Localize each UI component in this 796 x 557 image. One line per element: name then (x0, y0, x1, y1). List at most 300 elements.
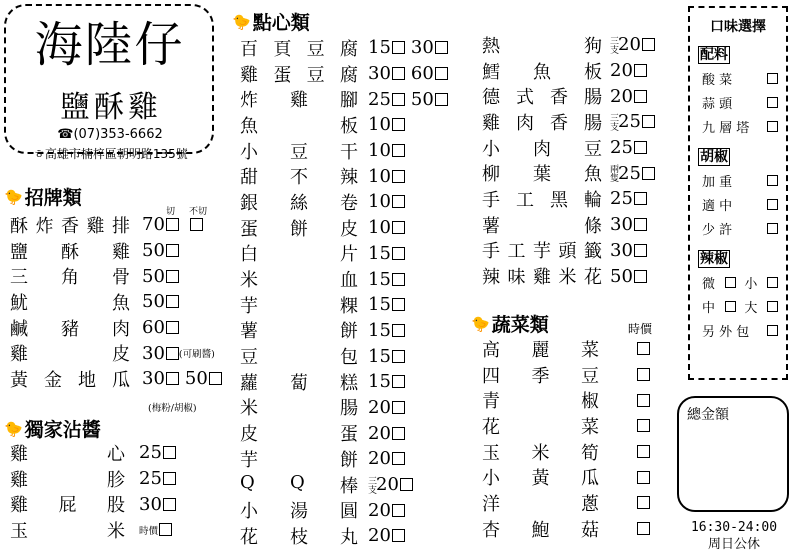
name-char: 炸 (240, 90, 258, 112)
menu-item (10, 238, 222, 264)
item-name (240, 61, 358, 87)
name-char: 心 (107, 443, 125, 465)
order-checkbox[interactable] (725, 301, 736, 312)
sauce-header (4, 415, 101, 442)
name-char: 黃 (531, 468, 550, 490)
item-price: 60 (142, 317, 165, 339)
order-checkbox[interactable] (634, 141, 647, 154)
item-price: 15 (368, 268, 391, 290)
snacks-list (240, 35, 448, 549)
name-char: 米 (107, 520, 125, 542)
flavor-title: 口味選擇 (710, 19, 766, 35)
shop-subtitle: 鹽酥雞 (60, 90, 162, 125)
name-char: 酥 (61, 241, 79, 263)
name-char: 板 (584, 61, 602, 83)
name-char: 米 (240, 270, 258, 292)
veg-item (482, 439, 650, 465)
flavor-option[interactable] (690, 294, 786, 318)
order-checkbox[interactable] (767, 223, 778, 234)
name-char: 雞 (10, 495, 28, 517)
item-name (240, 420, 358, 446)
name-char: 香 (550, 112, 568, 134)
item-name (482, 516, 599, 542)
name-char: 魚 (240, 115, 258, 137)
name-char: 餅 (340, 449, 358, 471)
flavor-option-label: 加 重 (702, 174, 733, 190)
name-char: 肉 (533, 138, 551, 160)
order-checkbox[interactable] (392, 195, 405, 208)
veg-item (482, 490, 650, 516)
name-char: 籤 (584, 241, 602, 263)
item-note: 時價 (139, 525, 159, 537)
item-name (482, 336, 599, 362)
veg-item (482, 362, 650, 388)
menu-item (482, 160, 655, 186)
flavor-option[interactable] (690, 90, 786, 114)
menu-item (482, 109, 655, 135)
signature-title: 招牌類 (24, 187, 82, 209)
order-checkbox[interactable] (642, 115, 655, 128)
name-char: 菜 (581, 416, 599, 438)
name-char: 菜 (581, 339, 599, 361)
veg-header (471, 310, 549, 337)
item-price: 25 (368, 88, 391, 110)
order-checkbox[interactable] (166, 244, 179, 257)
item-name (240, 472, 358, 498)
item-name (240, 343, 358, 369)
name-char: 玉 (10, 520, 28, 542)
chick-icon: 🐤 (4, 187, 23, 206)
flavor-option-label: 中 (702, 300, 716, 316)
order-checkbox[interactable] (166, 321, 179, 334)
order-checkbox[interactable] (209, 372, 222, 385)
order-checkbox[interactable] (392, 427, 405, 440)
name-char: 麗 (531, 339, 550, 361)
order-checkbox[interactable] (634, 64, 647, 77)
menu-item (240, 189, 448, 215)
menu-item (240, 292, 448, 318)
flavor-option-label: 大 (744, 300, 758, 316)
flavor-option[interactable] (690, 270, 786, 294)
item-note: (可刷醬) (178, 349, 215, 361)
flavor-option-label: 適 中 (702, 198, 733, 214)
item-price: 50 (410, 88, 434, 110)
name-char: 高 (482, 339, 500, 361)
flavor-group-title (698, 248, 786, 268)
order-checkbox[interactable] (159, 523, 172, 536)
order-checkbox[interactable] (767, 175, 778, 186)
item-name (10, 517, 125, 543)
item-name (10, 340, 130, 366)
opening-hours: 16:30-24:00 (690, 520, 778, 535)
order-checkbox[interactable] (637, 342, 650, 355)
item-note: 三支 (366, 475, 376, 494)
name-char: 瓜 (112, 369, 130, 391)
item-name (482, 387, 599, 413)
order-checkbox[interactable] (634, 218, 647, 231)
order-checkbox[interactable] (392, 350, 405, 363)
order-checkbox[interactable] (400, 478, 413, 491)
order-checkbox[interactable] (637, 394, 650, 407)
item-price: 15 (368, 37, 391, 59)
item-price: 15 (368, 242, 391, 264)
order-checkbox[interactable] (392, 529, 405, 542)
item-price: 20 (368, 499, 391, 521)
order-checkbox[interactable] (767, 121, 778, 132)
chick-icon: 🐤 (232, 12, 251, 31)
flavor-panel (688, 6, 788, 380)
item-name (482, 263, 602, 289)
name-char: 鱈 (482, 61, 500, 83)
order-checkbox[interactable] (392, 41, 405, 54)
order-checkbox[interactable] (392, 67, 405, 80)
flavor-option-label: 九 層 塔 (702, 120, 750, 136)
name-char: 腐 (339, 38, 358, 60)
name-char: 皮 (340, 218, 358, 240)
order-checkbox[interactable] (392, 144, 405, 157)
name-char: 雞 (533, 267, 551, 289)
item-name (240, 446, 358, 472)
item-name (482, 464, 599, 490)
order-checkbox[interactable] (637, 419, 650, 432)
menu-item (482, 32, 655, 58)
name-char: 肉 (112, 318, 130, 340)
name-char: 雞 (240, 64, 258, 86)
order-checkbox[interactable] (767, 199, 778, 210)
name-char: 鹹 (10, 318, 28, 340)
name-char: 頭 (558, 241, 577, 263)
menu-item (482, 58, 655, 84)
flavor-option[interactable] (690, 216, 786, 240)
name-char: 香 (550, 87, 568, 109)
name-char: 片 (340, 244, 358, 266)
menu-item (10, 366, 222, 392)
name-char: 雞 (10, 443, 28, 465)
name-char: 雞 (112, 241, 130, 263)
menu-item (240, 497, 448, 523)
menu-item (240, 266, 448, 292)
order-checkbox[interactable] (637, 445, 650, 458)
name-char: 黃 (10, 369, 28, 391)
name-char: 米 (558, 267, 577, 289)
order-checkbox[interactable] (392, 118, 405, 131)
order-checkbox[interactable] (392, 170, 405, 183)
name-char: 角 (61, 267, 79, 289)
name-char: 圓 (340, 501, 358, 523)
menu-item (10, 289, 222, 315)
name-char: 糕 (340, 372, 358, 394)
name-char: 菇 (581, 519, 599, 541)
order-checkbox[interactable] (767, 73, 778, 84)
signature-list (10, 212, 222, 392)
name-char: 式 (516, 87, 534, 109)
name-char: 工 (507, 241, 526, 263)
name-char: 薯 (482, 215, 500, 237)
name-char: 地 (78, 369, 96, 391)
item-price: 30 (410, 37, 434, 59)
order-checkbox[interactable] (642, 167, 655, 180)
item-note: 兩隻 (608, 164, 618, 183)
flavor-option-label: 小 (744, 276, 758, 292)
name-char: 蛋 (273, 64, 292, 86)
flavor-option-label: 蒜 頭 (702, 96, 733, 112)
name-char: 皮 (112, 344, 130, 366)
name-char: 青 (482, 391, 500, 413)
name-char: 葉 (533, 164, 551, 186)
name-char: 干 (340, 141, 358, 163)
name-char: 肉 (516, 112, 534, 134)
menu-item (10, 315, 222, 341)
item-name (240, 138, 358, 164)
name-char: 熱 (482, 35, 500, 57)
order-checkbox[interactable] (637, 368, 650, 381)
item-price: 20 (368, 448, 391, 470)
menu-item (240, 61, 448, 87)
name-char: 黑 (550, 189, 568, 211)
order-checkbox[interactable] (392, 93, 405, 106)
name-char: 豆 (581, 365, 599, 387)
item-name (240, 292, 358, 318)
order-checkbox[interactable] (392, 273, 405, 286)
order-checkbox[interactable] (634, 244, 647, 257)
name-char: 卷 (340, 192, 358, 214)
snacks-title: 點心類 (252, 12, 310, 34)
name-char: Q (240, 471, 255, 493)
menu-item (10, 440, 176, 466)
name-char: 四 (482, 365, 500, 387)
name-char: 雞 (10, 469, 28, 491)
name-char: 腳 (340, 90, 358, 112)
order-checkbox[interactable] (435, 67, 448, 80)
menu-item (240, 420, 448, 446)
order-checkbox[interactable] (163, 446, 176, 459)
veg-item (482, 464, 650, 490)
order-checkbox[interactable] (637, 471, 650, 484)
name-char: 三 (10, 267, 28, 289)
order-checkbox[interactable] (392, 221, 405, 234)
item-price: 10 (368, 114, 391, 136)
name-char: 魚 (584, 164, 602, 186)
name-char: 骨 (112, 267, 130, 289)
item-name (240, 86, 358, 112)
order-checkbox[interactable] (637, 496, 650, 509)
name-char: 蘿 (240, 372, 258, 394)
flavor-option-label: 少 許 (702, 222, 733, 238)
item-note: 三支 (608, 112, 618, 131)
order-checkbox[interactable] (634, 270, 647, 283)
name-char: 酥 (10, 215, 28, 237)
item-price: 20 (610, 60, 633, 82)
item-price: 20 (368, 422, 391, 444)
item-price: 30 (139, 493, 162, 515)
name-char: 魷 (10, 292, 28, 314)
signature-header (4, 183, 82, 210)
menu-item (240, 138, 448, 164)
menu-item (240, 241, 448, 267)
order-checkbox[interactable] (725, 277, 736, 288)
name-char: 餅 (340, 321, 358, 343)
item-price: 20 (368, 396, 391, 418)
order-checkbox[interactable] (435, 93, 448, 106)
name-char: 豆 (290, 141, 308, 163)
item-price: 25 (610, 137, 633, 159)
name-char: 豆 (240, 347, 258, 369)
name-char: 芋 (240, 295, 258, 317)
item-price: 20 (618, 34, 641, 56)
name-char: 香 (61, 215, 79, 237)
order-checkbox[interactable] (166, 372, 179, 385)
item-name (10, 263, 130, 289)
item-name (482, 439, 599, 465)
name-char: 皮 (240, 424, 258, 446)
order-checkbox[interactable] (637, 522, 650, 535)
name-char: 蛋 (340, 424, 358, 446)
name-char: 屁 (58, 495, 77, 517)
flavor-option[interactable] (690, 192, 786, 216)
name-char: 鹽 (10, 241, 28, 263)
name-char: 枝 (290, 526, 308, 548)
item-name (482, 32, 602, 58)
item-name (10, 289, 130, 315)
item-name (482, 237, 602, 263)
order-checkbox[interactable] (166, 295, 179, 308)
item-name (240, 497, 358, 523)
name-char: 豆 (584, 138, 602, 160)
order-checkbox[interactable] (166, 347, 179, 360)
veg-item (482, 336, 650, 362)
order-checkbox[interactable] (190, 218, 203, 231)
item-name (240, 189, 358, 215)
item-price: 30 (368, 63, 391, 85)
order-checkbox[interactable] (767, 97, 778, 108)
item-price: 15 (368, 371, 391, 393)
order-checkbox[interactable] (163, 472, 176, 485)
order-checkbox[interactable] (166, 218, 179, 231)
order-checkbox[interactable] (392, 401, 405, 414)
order-checkbox[interactable] (634, 90, 647, 103)
name-char: 薯 (240, 321, 258, 343)
order-checkbox[interactable] (392, 452, 405, 465)
item-name (482, 362, 599, 388)
menu-item (240, 163, 448, 189)
snacks-header (232, 8, 310, 35)
flavor-option[interactable] (690, 318, 786, 342)
order-checkbox[interactable] (163, 498, 176, 511)
flavor-group-label: 辣椒 (700, 251, 728, 267)
name-char: 血 (340, 270, 358, 292)
item-price: 50 (610, 265, 633, 287)
item-name (240, 394, 358, 420)
name-char: 花 (482, 416, 500, 438)
flavor-option[interactable] (690, 66, 786, 90)
flavor-option[interactable] (690, 114, 786, 138)
size-label-cut: 切 (166, 207, 176, 217)
item-price: 25 (618, 111, 641, 133)
order-checkbox[interactable] (767, 277, 778, 288)
item-name (10, 466, 125, 492)
menu-item (10, 212, 222, 238)
name-char: 工 (516, 189, 534, 211)
order-checkbox[interactable] (634, 192, 647, 205)
name-char: 鮑 (531, 519, 550, 541)
menu-item (240, 472, 448, 498)
name-char: 豆 (306, 38, 325, 60)
order-checkbox[interactable] (767, 325, 778, 336)
order-checkbox[interactable] (392, 298, 405, 311)
item-price: 30 (142, 368, 165, 390)
name-char: 豆 (306, 64, 325, 86)
name-char: 蔔 (290, 372, 308, 394)
menu-item (482, 238, 655, 264)
order-checkbox[interactable] (392, 504, 405, 517)
name-char: 百 (240, 38, 258, 60)
hours-info (676, 519, 792, 553)
name-char: 小 (482, 138, 500, 160)
name-char: 蔥 (581, 493, 599, 515)
item-price: 25 (139, 468, 162, 490)
item-price: 50 (184, 368, 208, 390)
menu-item (240, 215, 448, 241)
item-name (10, 440, 125, 466)
item-price: 30 (610, 214, 633, 236)
menu-item (482, 186, 655, 212)
signature-footnote: (梅粉/胡椒) (148, 403, 197, 414)
name-char: 狗 (584, 35, 602, 57)
item-price: 50 (142, 265, 165, 287)
veg-item (482, 413, 650, 439)
name-char: 花 (584, 267, 602, 289)
order-checkbox[interactable] (392, 375, 405, 388)
item-name (240, 266, 358, 292)
sauce-title: 獨家沾醬 (24, 419, 101, 441)
order-checkbox[interactable] (642, 38, 655, 51)
item-name (10, 491, 125, 517)
name-char: 輪 (584, 189, 602, 211)
name-char: 小 (482, 468, 500, 490)
name-char: 銀 (240, 192, 258, 214)
item-price: 15 (368, 345, 391, 367)
veg-item (482, 516, 650, 542)
order-checkbox[interactable] (767, 301, 778, 312)
flavor-option[interactable] (690, 168, 786, 192)
menu-item (10, 491, 176, 517)
menu-item (10, 466, 176, 492)
total-box[interactable] (677, 396, 789, 512)
name-char: 魚 (112, 292, 130, 314)
order-checkbox[interactable] (392, 247, 405, 260)
menu-item (482, 83, 655, 109)
closed-day: 周日公休 (707, 537, 760, 552)
order-checkbox[interactable] (435, 41, 448, 54)
item-price: 25 (610, 188, 633, 210)
order-checkbox[interactable] (392, 324, 405, 337)
menu-item (482, 135, 655, 161)
name-char: 頁 (273, 38, 292, 60)
item-name (482, 83, 602, 109)
name-char: 白 (240, 244, 258, 266)
item-price: 20 (376, 474, 399, 496)
name-char: 腸 (584, 87, 602, 109)
menu-item (240, 523, 448, 549)
name-char: 小 (240, 141, 258, 163)
veg-title: 蔬菜類 (491, 314, 549, 336)
name-char: 胗 (107, 469, 125, 491)
order-checkbox[interactable] (166, 270, 179, 283)
item-price: 20 (610, 85, 633, 107)
item-price: 25 (618, 162, 641, 184)
flavor-option-label: 微 (702, 276, 716, 292)
item-price: 70 (142, 214, 165, 236)
